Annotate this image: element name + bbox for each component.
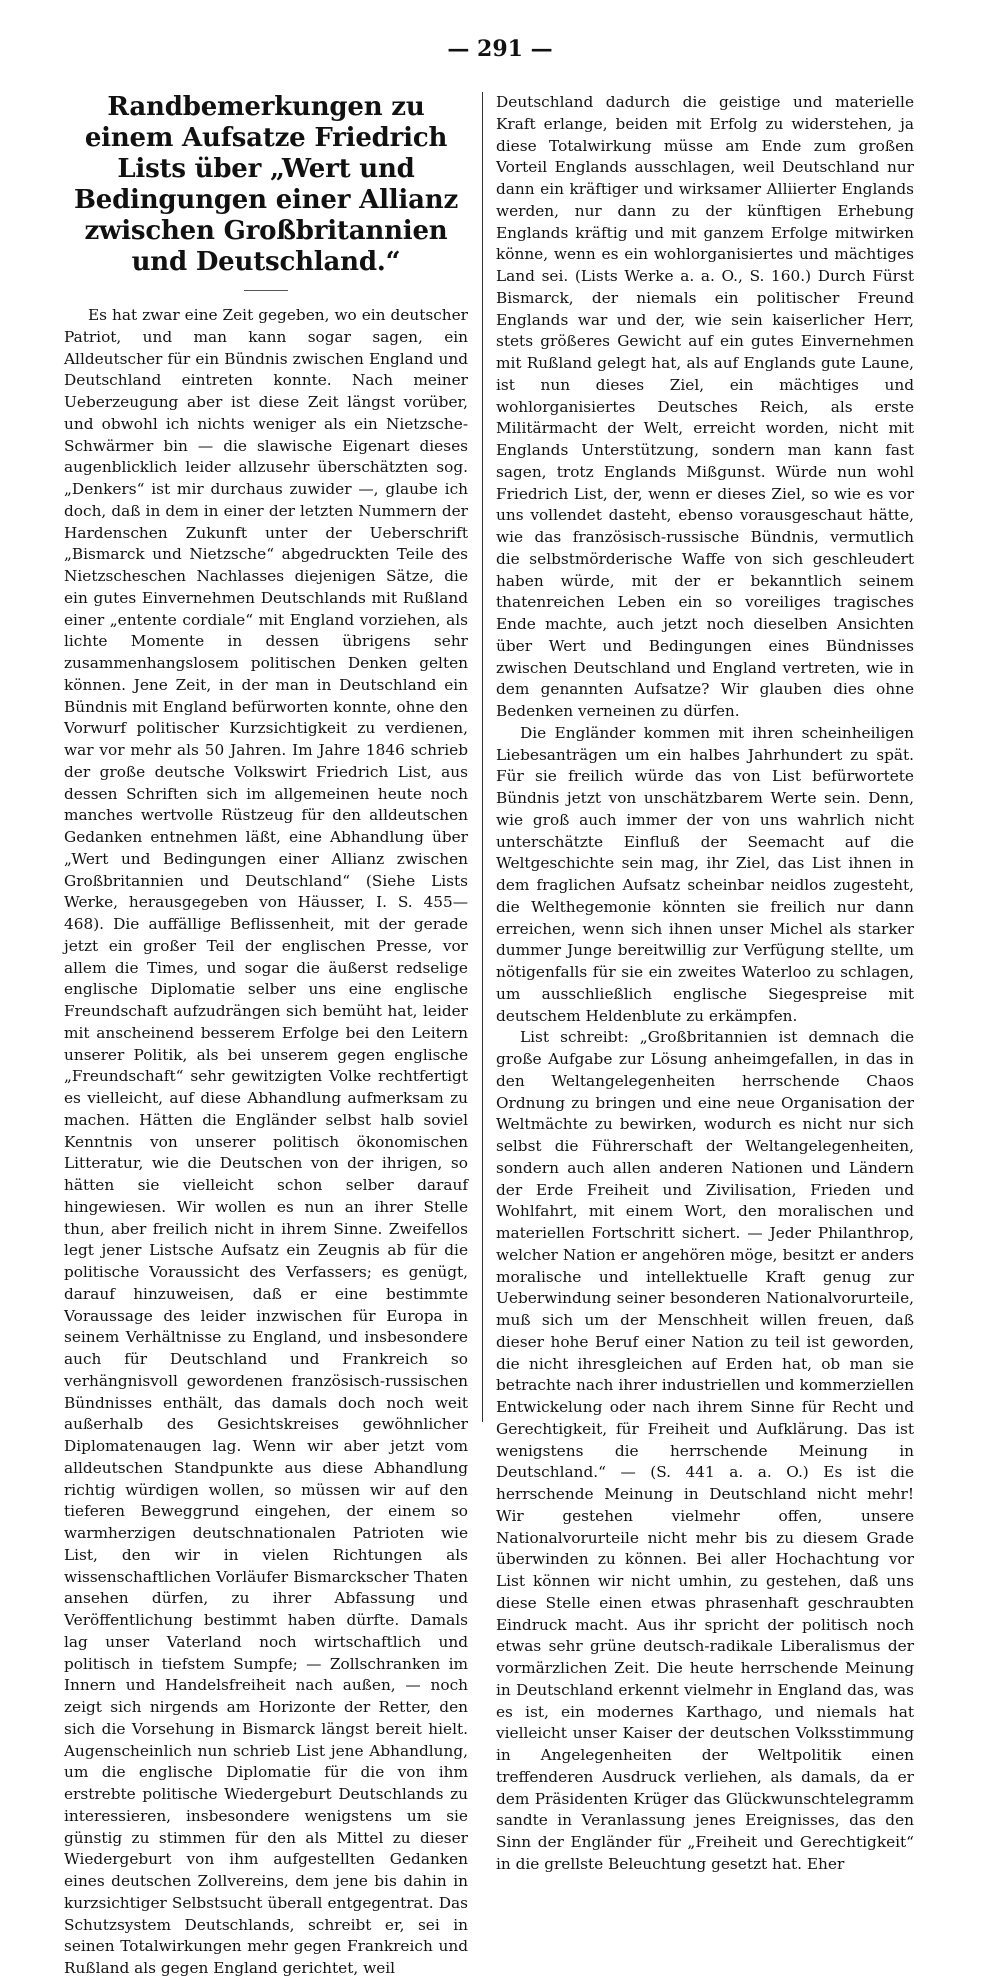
article-paragraph-2: Die Engländer kommen mit ihren scheinheiligen Liebesanträgen um ein halbes Jahrhundert zu spät. Für sie freilich würde das von List befürwortete Bündnis jetzt von unschätzbarem Werte sein. Denn, wie groß auch immer der von uns wahrlich nicht unterschätzte Einfluß der Seemacht auf die Weltgeschichte sein mag, ihr Ziel, das List ihnen in dem fraglichen Aufsatz scheinbar neidlos zugesteht, die Welthegemonie könnten sie freilich nur dann erreichen, wenn sich ihnen unser Michel als starker dummer Junge bereitwillig zur Verfügung stellte, um nötigenfalls für sie ein zweites Waterloo zu schlagen, um ausschließlich englische Siegespreise mit deutschem Heldenblute zu erkämpfen. xyxy=(496,723,914,1025)
right-column xyxy=(496,92,914,1873)
article-paragraph-1: Deutschland dadurch die geistige und materielle Kraft erlange, beiden mit Erfolg zu widerstehen, ja diese Totalwirkung müsse am Ende zum großen Vorteil Englands ausschlagen, weil Deutschland nur dann ein kräftiger und wirksamer Alliierter Englands werden, nur dann zu der künftigen Erhebung Englands kräftig und mit ganzem Erfolge mitwirken könne, wenn es ein wohlorganisiertes und mächtiges Land sei. (Lists Werke a. a. O., S. 160.) Durch Fürst Bismarck, der niemals ein politischer Freund Englands war und der, wie sein kaiserlicher Herr, stets größeres Gewicht auf ein gutes Einvernehmen mit Rußland gelegt hat, als auf Englands gute Laune, ist nun dieses Ziel, ein mächtiges und wohlorganisiertes Deutsches Reich, als erste Militärmacht der Welt, erreicht worden, nicht mit Englands Unterstützung, sondern man kann fast sagen, trotz Englands Mißgunst. Würde nun wohl Friedrich List, der, wenn er dieses Ziel, so wie es vor uns vollendet dasteht, ebenso vorausgeschaut hätte, wie das französisch-russische Bündnis, vermutlich die selbstmörderische Waffe von sich geschleudert haben würde, mit der er bekanntlich seinem thatenreichen Leben ein so voreiliges tragisches Ende machte, auch jetzt noch dieselben Ansichten über Wert und Bedingungen eines Bündnisses zwischen Deutschland und England vertreten, wie in dem genannten Aufsatze? Wir glauben dies ohne Bedenken verneinen zu dürfen. xyxy=(496,93,914,720)
title-divider xyxy=(244,290,288,291)
column-divider xyxy=(482,92,483,1422)
article-title: Randbemerkungen zu einem Aufsatze Friedrich Lists über „Wert und Bedingungen einer Allianz zwischen Großbritannien und Deutschland.“ xyxy=(73,92,459,277)
left-column xyxy=(64,92,468,1977)
article-body-left: Es hat zwar eine Zeit gegeben, wo ein deutscher Patriot, und man kann sogar sagen, ein Alldeutscher für ein Bündnis zwischen England und Deutschland eintreten konnte. Nach meiner Ueberzeugung aber ist diese Zeit längst vorüber, und obwohl ich nichts weniger als ein Nietzsche-Schwärmer bin — die slawische Eigenart dieses augenblicklich leider allzusehr überschätzten sog. „Denkers“ ist mir durchaus zuwider —, glaube ich doch, daß in dem in einer der letzten Nummern der Hardenschen Zukunft unter der Ueberschrift „Bismarck und Nietzsche“ abgedruckten Teile des Nietzscheschen Nachlasses diejenigen Sätze, die ein gutes Einvernehmen Deutschlands mit Rußland einer „entente cordiale“ mit England vorziehen, als lichte Momente in dessen übrigens sehr zusammenhangslosem politischen Denken gelten können. Jene Zeit, in der man in Deutschland ein Bündnis mit England befürworten konnte, ohne den Vorwurf politischer Kurzsichtigkeit zu verdienen, war vor mehr als 50 Jahren. Im Jahre 1846 schrieb der große deutsche Volkswirt Friedrich List, aus dessen Schriften sich im allgemeinen heute noch manches wertvolle Rüstzeug für den alldeutschen Gedanken entnehmen läßt, eine Abhandlung über „Wert und Bedingungen einer Allianz zwischen Großbritannien und Deutschland“ (Siehe Lists Werke, herausgegeben von Häusser, I. S. 455—468). Die auffällige Beflissenheit, mit der gerade jetzt ein großer Teil der englischen Presse, vor allem die Times, und sogar die äußerst redselige englische Diplomatie selber uns eine englische Freundschaft aufzudrängen sich bemüht hat, leider mit anscheinend besserem Erfolge bei den Leitern unserer Politik, als bei unserem gegen englische „Freundschaft“ sehr gewitzigten Volke rechtfertigt es vielleicht, auf diese Abhandlung aufmerksam zu machen. Hätten die Engländer selbst halb soviel Kenntnis von unserer politisch ökonomischen Litteratur, wie die Deutschen von der ihrigen, so hätten sie vielleicht schon selber darauf hingewiesen. Wir wollen es nun an ihrer Stelle thun, aber freilich nicht in ihrem Sinne. Zweifellos legt jener Listsche Aufsatz ein Zeugnis ab für die politische Voraussicht des Verfassers; es genügt, darauf hinzuweisen, daß er eine bestimmte Voraussage des leider inzwischen für Europa in seinem Verhältnisse zu England, und insbesondere auch für Deutschland und Frankreich so verhängnisvoll gewordenen französisch-russischen Bündnisses enthält, das damals doch noch weit außerhalb des Gesichtskreises gewöhnlicher Diplomatenaugen lag. Wenn wir aber jetzt vom alldeutschen Standpunkte aus diese Abhandlung richtig würdigen wollen, so müssen wir auf den tieferen Beweggrund eingehen, der einem so warmherzigen deutschnationalen Patrioten wie List, den wir in vielen Richtungen als wissenschaftlichen Vorläufer Bismarckscher Thaten ansehen dürfen, zu ihrer Abfassung und Veröffentlichung bestimmt haben dürfte. Damals lag unser Vaterland noch wirtschaftlich und politisch in tiefstem Sumpfe; — Zollschranken im Innern und Handelsfreiheit nach außen, — noch zeigt sich nirgends am Horizonte der Retter, den sich die Vorsehung in Bismarck längst bereit hielt. Augenscheinlich nun schrieb List jene Abhandlung, um die englische Diplomatie für die von ihm erstrebte politische Wiedergeburt Deutschlands zu interessieren, insbesondere wenigstens um sie günstig zu stimmen für den als Mittel zu dieser Wiedergeburt von ihm aufgestellten Gedanken eines deutschen Zollvereins, dem jene bis dahin in kurzsichtiger Selbstsucht überall entgegentrat. Das Schutzsystem Deutschlands, schreibt er, sei in seinen Totalwirkungen mehr gegen Frankreich und Rußland als gegen England gerichtet, weil xyxy=(64,306,468,1977)
article-paragraph-3: List schreibt: „Großbritannien ist demnach die große Aufgabe zur Lösung anheimgefallen, in das in den Weltangelegenheiten herrschende Chaos Ordnung zu bringen und eine neue Organisation der Weltmächte zu bewirken, wodurch es nicht nur sich selbst die Führerschaft der Weltangelegenheiten, sondern auch allen anderen Nationen und Ländern der Erde Freiheit und Zivilisation, Frieden und Wohlfahrt, mit einem Wort, den moralischen und materiellen Fortschritt sichert. — Jeder Philanthrop, welcher Nation er angehören möge, besitzt er anders moralische und intellektuelle Kraft genug zur Ueberwindung seiner besonderen Nationalvorurteile, muß sich um der Menschheit willen freuen, daß dieser hohe Beruf einer Nation zu teil ist geworden, die nicht ihresgleichen auf Erden hat, ob man sie betrachte nach ihrer industriellen und kommerziellen Entwickelung oder nach ihrem Sinne für Recht und Gerechtigkeit, für Freiheit und Aufklärung. Das ist wenigstens die herrschende Meinung in Deutschland.“ — (S. 441 a. a. O.) Es ist die herrschende Meinung in Deutschland nicht mehr! Wir gestehen vielmehr offen, unsere Nationalvorurteile nicht mehr bis zu diesem Grade überwinden zu können. Bei aller Hochachtung vor List können wir nicht umhin, zu gestehen, daß uns diese Stelle einen etwas phrasenhaft geschraubten Eindruck macht. Aus ihr spricht der politisch noch etwas sehr grüne deutsch-radikale Liberalismus der vormärzlichen Zeit. Die heute herrschende Meinung in Deutschland erkennt vielmehr in England das, was es ist, ein modernes Karthago, und niemals hat vielleicht unser Kaiser der deutschen Volksstimmung in Angelegenheiten der Weltpolitik einen treffenderen Ausdruck verliehen, als damals, da er dem Präsidenten Krüger das Glückwunschtelegramm sandte in Veranlassung jenes Ereignisses, das den Sinn der Engländer für „Freiheit und Gerechtigkeit“ in die grellste Beleuchtung gesetzt hat. Eher xyxy=(496,1028,914,1873)
page-number: — 291 — xyxy=(447,36,553,62)
